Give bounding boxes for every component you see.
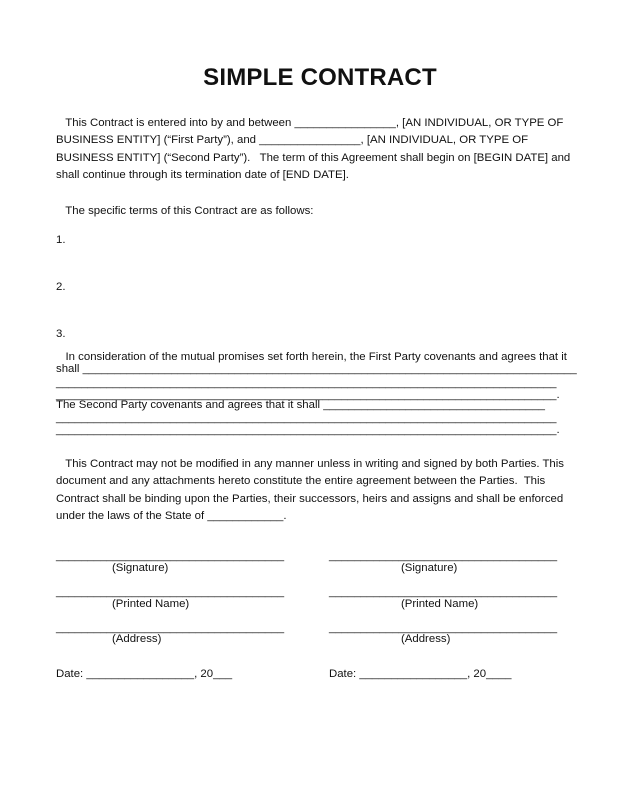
closing-line-3: Contract shall be binding upon the Parties, their successors, heirs and assigns and shall be enforced: [56, 493, 564, 505]
address-label-left: (Address): [112, 633, 162, 645]
intro-line-1: This Contract is entered into by and between ________________, [AN INDIVIDUAL, OR TYPE OF: [56, 117, 564, 129]
address-label-right: (Address): [401, 633, 451, 645]
covenants-line-4: _______________________________________________________________________________.: [56, 389, 560, 401]
term-item-3: 3.: [56, 328, 66, 340]
closing-line-1: This Contract may not be modified in any manner unless in writing and signed by both Parties. This: [56, 458, 564, 470]
address-line-left: ____________________________________: [56, 622, 285, 634]
address-line-right: ____________________________________: [329, 622, 558, 634]
printed-name-line-right: ____________________________________: [329, 586, 558, 598]
covenants-line-2: shall ______________________________________________________________________________: [56, 363, 577, 375]
signature-line-right: ____________________________________: [329, 550, 558, 562]
covenants-line-7: _______________________________________________________________________________.: [56, 424, 560, 436]
term-item-1: 1.: [56, 234, 66, 246]
term-item-2: 2.: [56, 281, 66, 293]
signature-line-left: ____________________________________: [56, 550, 285, 562]
terms-heading: The specific terms of this Contract are as follows:: [56, 205, 314, 217]
page-title: SIMPLE CONTRACT: [203, 64, 437, 91]
intro-line-2: BUSINESS ENTITY] (“First Party”), and ________________, [AN INDIVIDUAL, OR TYPE OF: [56, 134, 529, 146]
date-right: Date: _________________, 20____: [329, 668, 512, 680]
printed-name-label-left: (Printed Name): [112, 598, 190, 610]
intro-line-4: shall continue through its termination date of [END DATE].: [56, 169, 349, 181]
printed-name-label-right: (Printed Name): [401, 598, 479, 610]
signature-label-left: (Signature): [112, 562, 169, 574]
signature-label-right: (Signature): [401, 562, 458, 574]
printed-name-line-left: ____________________________________: [56, 586, 285, 598]
closing-line-4: under the laws of the State of ____________.: [56, 510, 287, 522]
closing-line-2: document and any attachments hereto constitute the entire agreement between the Parties. This: [56, 475, 546, 487]
intro-line-3: BUSINESS ENTITY] (“Second Party”). The term of this Agreement shall begin on [BEGIN DATE] and: [56, 152, 571, 164]
covenants-line-5: The Second Party covenants and agrees that it shall ___________________________________: [56, 399, 545, 411]
date-left: Date: _________________, 20___: [56, 668, 233, 680]
covenants-line-3: _______________________________________________________________________________: [56, 377, 557, 389]
covenants-line-1: In consideration of the mutual promises set forth herein, the First Party covenants and agrees that it: [56, 351, 567, 363]
covenants-line-6: _______________________________________________________________________________: [56, 412, 557, 424]
